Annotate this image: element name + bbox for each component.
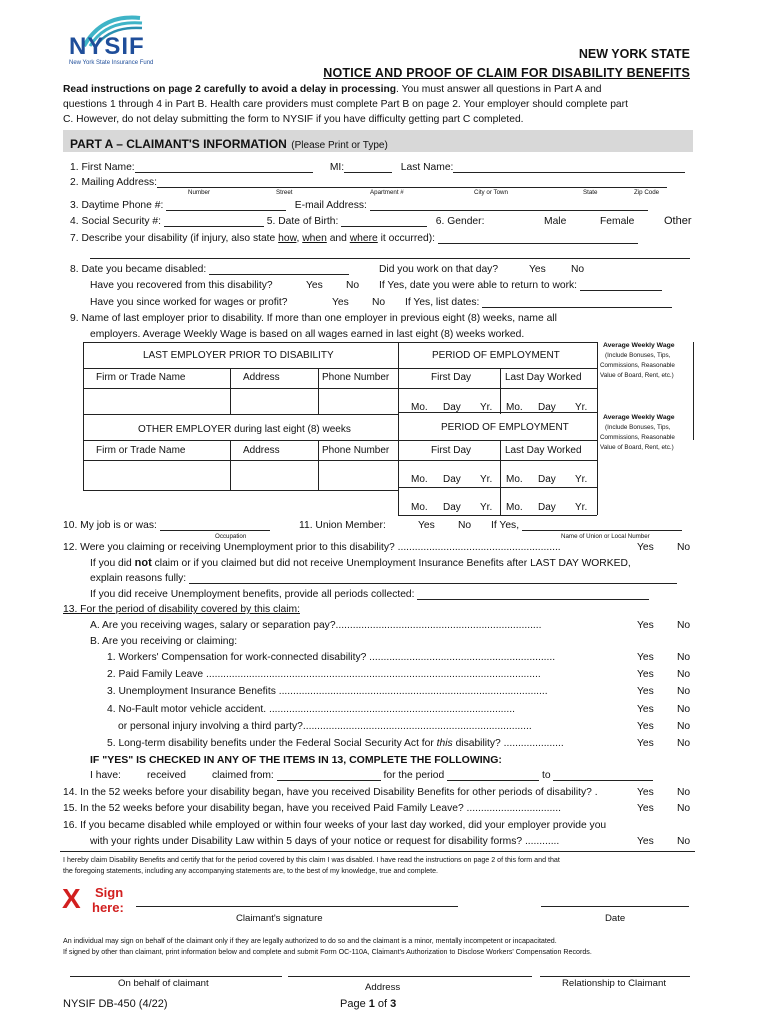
mo-2a: Mo. [411, 474, 428, 485]
q8-work-day-no[interactable]: No [571, 264, 585, 275]
union-no[interactable]: No [458, 520, 472, 531]
q7-row: 7. Describe your disability (if injury, also state how, when and where it occurred): [70, 233, 638, 244]
form-number: NYSIF DB-450 (4/22) [63, 998, 168, 1010]
mo-2b: Mo. [506, 474, 523, 485]
intro-bold: Read instructions on page 2 carefully to avoid a delay in processing [63, 84, 397, 95]
intro-line-2: questions 1 through 4 in Part B. Health care providers must complete Part B on page 2. Your employer should complete part [63, 99, 628, 110]
ssn-field[interactable] [164, 216, 264, 227]
behalf-note-line-2: If signed by other than claimant, print information below and complete and submit Form OC-110A, Claimant's Authorization to Disclose Workers' Compensation Records. [63, 948, 592, 956]
q8-recovered-no[interactable]: No [346, 280, 360, 291]
gender-other[interactable]: Other [664, 215, 692, 227]
union-name-row: If Yes, [491, 520, 682, 531]
q8-work-day-yes[interactable]: Yes [529, 264, 546, 275]
q13-b-text: B. Are you receiving or claiming: [90, 636, 238, 647]
q13-b5-yes[interactable]: Yes [637, 738, 654, 749]
q13-b4b-text: or personal injury involving a third party?................................................................................ [118, 721, 532, 732]
q8-recovered-label: Have you recovered from this disability? [90, 280, 273, 291]
mo-1a: Mo. [411, 402, 428, 413]
q10-row: 10. My job is or was: [63, 520, 270, 531]
yr-3b: Yr. [575, 502, 588, 513]
if-yes-heading: IF "YES" IS CHECKED IN ANY OF THE ITEMS IN 13, COMPLETE THE FOLLOWING: [90, 754, 502, 766]
if-yes-received[interactable]: received [147, 770, 186, 781]
occupation-label: Occupation [215, 533, 247, 540]
awg-note1-1: (Include Bonuses, Tips, [605, 352, 671, 359]
q12-line-4: If you did receive Unemployment benefits, provide all periods collected: [90, 589, 649, 600]
addr-zip-label: Zip Code [634, 189, 660, 196]
signature-date-field[interactable] [541, 906, 689, 907]
q13-b4-text: 4. No-Fault motor vehicle accident. ...................................................................................... [107, 704, 515, 715]
intro-line-1: Read instructions on page 2 carefully to avoid a delay in processing. You must answer all questions in Part A and [63, 84, 602, 95]
last-employer-header: LAST EMPLOYER PRIOR TO DISABILITY [143, 350, 334, 361]
yr-2b: Yr. [575, 474, 588, 485]
behalf-note-line-1: An individual may sign on behalf of the claimant only if they are legally authorized to do so and the claimant is a minor, mentally incompetent or incapacitated. [63, 937, 557, 945]
q13-b1-no[interactable]: No [677, 652, 691, 663]
q13-b2-no[interactable]: No [677, 669, 691, 680]
sign-x-icon: X [62, 883, 81, 914]
logo-tagline: New York State Insurance Fund [69, 60, 154, 66]
phone-header-2: Phone Number [322, 445, 390, 456]
q13-b2-text: 2. Paid Family Leave ..................................................................................................................... [107, 669, 541, 680]
q13-b4b-no[interactable]: No [677, 721, 691, 732]
q13-b4b-yes[interactable]: Yes [637, 721, 654, 732]
nysif-logo [62, 12, 182, 68]
first-name-field[interactable] [135, 162, 313, 173]
q3-row: 3. Daytime Phone #: E-mail Address: [70, 200, 648, 211]
certification-line-2: the foregoing statements, including any accompanying statements are, to the best of my knowledge, true and complete. [63, 867, 439, 875]
awg-note3-1: Value of Board, Rent, etc.) [600, 372, 674, 379]
page-indicator: Page 1 of 3 [340, 998, 397, 1010]
address-header-2: Address [243, 445, 280, 456]
period-from-field[interactable] [447, 770, 539, 781]
claimed-from-field[interactable] [277, 770, 381, 781]
return-date-field[interactable] [580, 280, 662, 291]
addr-number-label: Number [188, 189, 211, 196]
addr-state-label: State [583, 189, 598, 196]
awg-note1-2: (Include Bonuses, Tips, [605, 424, 671, 431]
phone-field[interactable] [166, 200, 286, 211]
q12-no[interactable]: No [677, 542, 691, 553]
dob-field[interactable] [341, 216, 427, 227]
awg-title-1: Average Weekly Wage [603, 342, 675, 349]
day-1a: Day [443, 402, 461, 413]
other-employer-header: OTHER EMPLOYER during last eight (8) weeks [138, 424, 351, 435]
q12-yes[interactable]: Yes [637, 542, 654, 553]
mo-3b: Mo. [506, 502, 523, 513]
addr-street-label: Street [276, 189, 293, 196]
q13-b1-yes[interactable]: Yes [637, 652, 654, 663]
q13-b3-yes[interactable]: Yes [637, 686, 654, 697]
q15-text: 15. In the 52 weeks before your disability began, have you received Paid Family Leave? ................................. [63, 803, 561, 814]
phone-header-1: Phone Number [322, 372, 390, 383]
last-day-header-2: Last Day Worked [505, 445, 582, 456]
period-header-2: PERIOD OF EMPLOYMENT [441, 422, 569, 433]
mi-field[interactable] [344, 162, 392, 173]
awg-note2-1: Commissions, Reasonable [600, 362, 675, 369]
union-member-label: 11. Union Member: [299, 520, 386, 531]
q12-text: 12. Were you claiming or receiving Unemployment prior to this disability? ......................................................... [63, 542, 561, 553]
q13-b3-text: 3. Unemployment Insurance Benefits .............................................................................................. [107, 686, 548, 697]
q15-yes[interactable]: Yes [637, 803, 654, 814]
q14-no[interactable]: No [677, 787, 691, 798]
date-disabled-field[interactable] [209, 264, 349, 275]
period-to-field[interactable] [553, 770, 653, 781]
q12-line-3: explain reasons fully: [90, 573, 677, 584]
mo-1b: Mo. [506, 402, 523, 413]
day-2b: Day [538, 474, 556, 485]
q13-a-no[interactable]: No [677, 620, 691, 631]
q13-b4-yes[interactable]: Yes [637, 704, 654, 715]
on-behalf-label: On behalf of claimant [118, 978, 209, 989]
yr-1b: Yr. [575, 402, 588, 413]
behalf-address-label: Address [365, 982, 401, 993]
last-day-header-1: Last Day Worked [505, 372, 582, 383]
q8-worked-yes[interactable]: Yes [332, 297, 349, 308]
q4-row: 4. Social Security #: 5. Date of Birth: 6. Gender: [70, 216, 485, 227]
section-divider [60, 851, 695, 852]
if-yes-claimed-row: claimed from: for the period to [212, 770, 653, 781]
q13-b1-text: 1. Workers' Compensation for work-connected disability? ................................................................. [107, 652, 556, 663]
q16-line-1: 16. If you became disabled while employed or within four weeks of your last day worked, did your employer provide you [63, 820, 607, 831]
q8-work-day-label: Did you work on that day? [379, 264, 499, 275]
address-header-1: Address [243, 372, 280, 383]
awg-title-2: Average Weekly Wage [603, 414, 675, 421]
q13-heading: 13. For the period of disability covered by this claim: [63, 604, 300, 615]
q13-b3-no[interactable]: No [677, 686, 691, 697]
q13-b5-text: 5. Long-term disability benefits under the Federal Social Security Act for this disability? ..................... [107, 738, 564, 749]
header-state: NEW YORK STATE [578, 47, 690, 61]
unemployment-reasons-field[interactable] [189, 573, 677, 584]
firm-header-1: Firm or Trade Name [96, 372, 186, 383]
q1-row: 1. First Name: MI: Last Name: [70, 162, 685, 173]
q8-row-1: 8. Date you became disabled: [70, 264, 349, 275]
mailing-address-field[interactable] [157, 177, 667, 188]
q14-yes[interactable]: Yes [637, 787, 654, 798]
q13-b4-no[interactable]: No [677, 704, 691, 715]
signature-date-label: Date [605, 913, 626, 924]
q16-line-2: with your rights under Disability Law within 5 days of your notice or request for disability forms? ............ [90, 836, 560, 847]
logo-wordmark: NYSIF [69, 33, 145, 60]
day-3b: Day [538, 502, 556, 513]
q8-list-row: If Yes, list dates: [405, 297, 672, 308]
on-behalf-field[interactable] [70, 976, 282, 977]
email-field[interactable] [370, 200, 648, 211]
claimant-signature-field[interactable] [136, 906, 458, 907]
occupation-field[interactable] [160, 520, 270, 531]
claimant-signature-label: Claimant's signature [236, 913, 323, 924]
union-name-field[interactable] [522, 520, 682, 531]
union-name-label: Name of Union or Local Number [561, 533, 650, 540]
behalf-address-field[interactable] [288, 976, 532, 977]
period-header-1: PERIOD OF EMPLOYMENT [432, 350, 560, 361]
q14-text: 14. In the 52 weeks before your disability began, have you received Disability Benefits for other periods of disability? . [63, 787, 598, 798]
relationship-label: Relationship to Claimant [562, 978, 666, 989]
worked-dates-field[interactable] [482, 297, 672, 308]
first-day-header-2: First Day [431, 445, 471, 456]
gender-male[interactable]: Male [544, 216, 567, 227]
mo-3a: Mo. [411, 502, 428, 513]
disability-description-field[interactable] [438, 233, 638, 244]
q8-worked-no[interactable]: No [372, 297, 386, 308]
certification-line-1: I hereby claim Disability Benefits and certify that for the period covered by this claim I was disabled. I have read the instructions on page 2 of this form and that [63, 856, 560, 864]
header-title: NOTICE AND PROOF OF CLAIM FOR DISABILITY BENEFITS [323, 66, 690, 80]
first-day-header-1: First Day [431, 372, 471, 383]
union-yes[interactable]: Yes [418, 520, 435, 531]
awg-note3-2: Value of Board, Rent, etc.) [600, 444, 674, 451]
q16-yes[interactable]: Yes [637, 836, 654, 847]
firm-header-2: Firm or Trade Name [96, 445, 186, 456]
unemployment-periods-field[interactable] [417, 589, 649, 600]
disability-description-line-2[interactable] [90, 258, 690, 259]
day-2a: Day [443, 474, 461, 485]
last-name-field[interactable] [453, 162, 685, 173]
q9-line-2: employers. Average Weekly Wage is based on all wages earned in last eight (8) weeks worked. [90, 329, 525, 340]
q8-recovered-yes[interactable]: Yes [306, 280, 323, 291]
sign-here-label: here: [92, 900, 124, 915]
part-a-heading: PART A – CLAIMANT'S INFORMATION (Please Print or Type) [70, 137, 388, 151]
q13-a-text: A. Are you receiving wages, salary or separation pay?........................................................................ [90, 620, 542, 631]
q8-return-row: If Yes, date you were able to return to work: [379, 280, 662, 291]
intro-line-3: C. However, do not delay submitting the form to NYSIF if you have difficulty getting part C completed. [63, 114, 524, 125]
yr-1a: Yr. [480, 402, 493, 413]
yr-2a: Yr. [480, 474, 493, 485]
q12-line-2: If you did not claim or if you claimed but did not receive Unemployment Insurance Benefits after LAST DAY WORKED, [90, 557, 631, 569]
day-3a: Day [443, 502, 461, 513]
q8-worked-label: Have you since worked for wages or profit? [90, 297, 288, 308]
addr-city-label: City or Town [474, 189, 508, 196]
if-yes-have: I have: [90, 770, 121, 781]
q2-row: 2. Mailing Address: [70, 177, 667, 188]
day-1b: Day [538, 402, 556, 413]
q15-no[interactable]: No [677, 803, 691, 814]
relationship-field[interactable] [540, 976, 690, 977]
yr-3a: Yr. [480, 502, 493, 513]
awg-note2-2: Commissions, Reasonable [600, 434, 675, 441]
q13-b2-yes[interactable]: Yes [637, 669, 654, 680]
sign-label: Sign [95, 885, 124, 900]
gender-female[interactable]: Female [600, 216, 635, 227]
q9-line-1: 9. Name of last employer prior to disability. If more than one employer in previous eight (8) weeks, name all [70, 313, 557, 324]
q13-b5-no[interactable]: No [677, 738, 691, 749]
q13-a-yes[interactable]: Yes [637, 620, 654, 631]
q16-no[interactable]: No [677, 836, 691, 847]
addr-apt-label: Apartment # [370, 189, 404, 196]
